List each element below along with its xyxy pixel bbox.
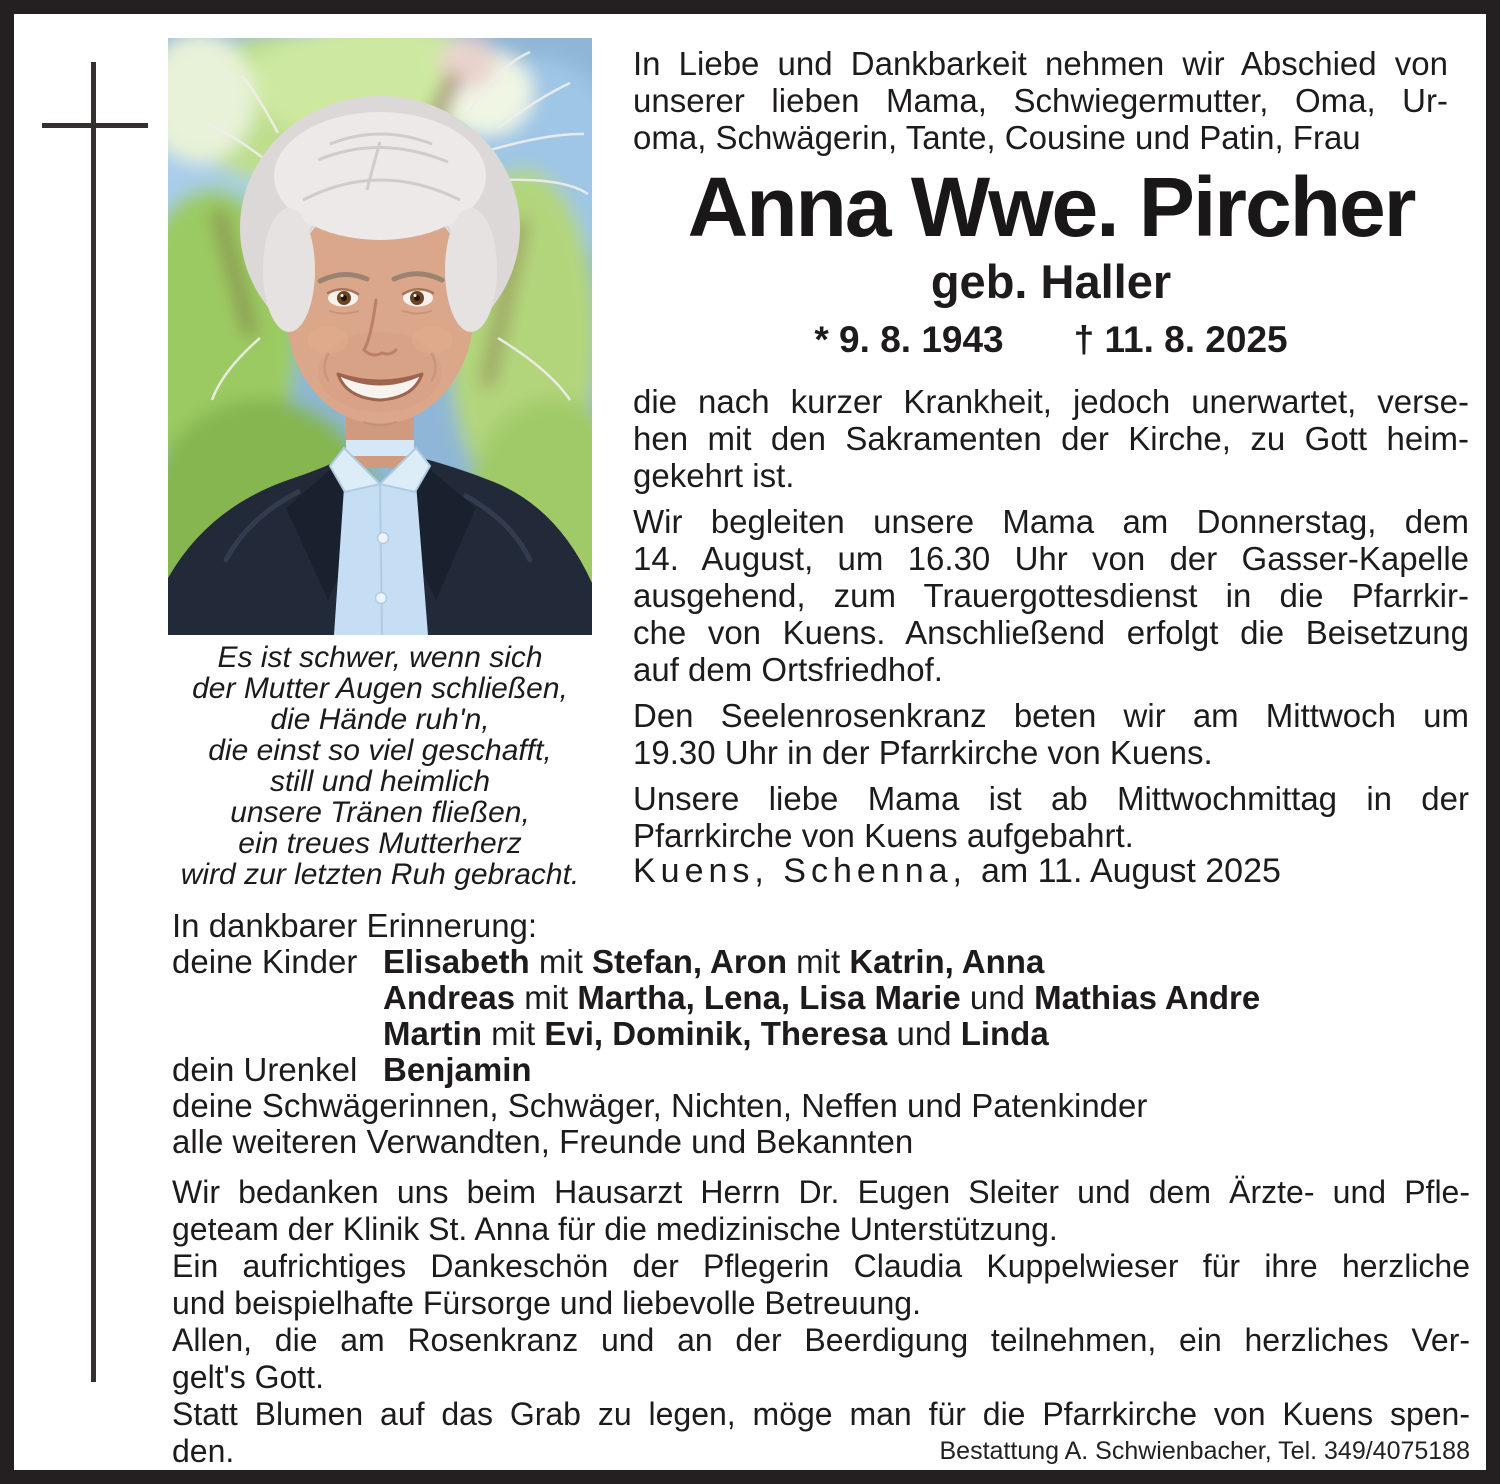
poem-line: still und heimlich [269,765,491,798]
others-line: alle weiteren Verwandten, Freunde und Bekannten [172,1123,914,1160]
announcement-line: oma, Schwägerin, Tante, Cousine und Patin, Frau [633,119,1361,156]
memorial-poem [100,642,660,890]
announcement-column [633,45,1469,915]
dateline-date: am 11. August 2025 [980,852,1281,890]
memorial-cross-icon [91,62,96,1382]
remembrance-section [172,908,1468,1160]
thanks-section [172,1174,1470,1470]
paragraph-line: ausgehend, zum Trauergottesdienst in die Pfarrkir- [633,577,1469,614]
birth-date: * 9. 8. 1943 [814,319,1004,360]
paragraph-line: gekehrt ist. [633,457,795,494]
poem-line: Es ist schwer, wenn sich [217,641,543,674]
portrait-photo [168,38,592,635]
thanks-line: den. [172,1433,235,1469]
life-dates [633,319,1469,361]
laying-out-paragraph [633,780,1469,854]
children-line: Andreas mit Martha, Lena, Lisa Marie und Mathias Andre [383,979,1261,1016]
paragraph-line: Unsere liebe Mama ist ab Mittwochmittag in der [633,780,1469,817]
paragraph-line: Wir begleiten unsere Mama am Donnerstag, dem [633,503,1469,540]
thanks-line: Wir bedanken uns beim Hausarzt Herrn Dr. Eugen Sleiter und dem Ärzte- und Pfle- [172,1174,1470,1210]
children-row [172,944,1468,1052]
poem-line: die Hände ruh'n, [270,703,490,736]
funeral-home-credit: Bestattung A. Schwienbacher, Tel. 349/4075188 [939,1437,1470,1465]
relatives-line: deine Schwägerinnen, Schwäger, Nichten, Neffen und Patenkinder [172,1087,1148,1124]
announcement-line: In Liebe und Dankbarkeit nehmen wir Abschied von [633,45,1448,82]
children-label: deine Kinder [172,943,358,980]
remembrance-title: In dankbarer Erinnerung: [172,907,538,944]
thanks-line: Allen, die am Rosenkranz und an der Beerdigung teilnehmen, ein herzliches Ver- [172,1322,1470,1358]
poem-line: unsere Tränen fließen, [230,796,530,829]
paragraph-line: die nach kurzer Krankheit, jedoch unerwartet, verse- [633,383,1469,420]
great-grandchild-name: Benjamin [383,1051,532,1088]
poem-line: ein treues Mutterherz [238,827,522,860]
paragraph-line: Pfarrkirche von Kuens aufgebahrt. [633,817,1134,854]
thanks-line: geteam der Klinik St. Anna für die medizinische Unterstützung. [172,1211,1058,1247]
paragraph-line: 19.30 Uhr in der Pfarrkirche von Kuens. [633,734,1213,771]
great-grandchild-row [172,1052,1468,1088]
death-paragraph [633,383,1469,494]
death-date: † 11. 8. 2025 [1073,319,1288,360]
dateline [633,851,1469,891]
paragraph-line: Den Seelenrosenkranz beten wir am Mittwoch um [633,697,1469,734]
rosary-paragraph [633,697,1469,771]
announcement-intro [633,45,1469,156]
maiden-name: geb. Haller [930,255,1172,308]
dateline-places: Kuens, Schenna, [633,852,967,890]
poem-line: wird zur letzten Ruh gebracht. [180,858,580,891]
thanks-line: Statt Blumen auf das Grab zu legen, möge man für die Pfarrkirche von Kuens spen- [172,1396,1470,1432]
memorial-cross-icon [42,123,148,128]
deceased-name: Anna Wwe. Pircher [687,160,1415,254]
paragraph-line: auf dem Ortsfriedhof. [633,651,943,688]
announcement-line: unserer lieben Mama, Schwiegermutter, Oma, Ur- [633,82,1448,119]
children-line: Elisabeth mit Stefan, Aron mit Katrin, Anna [383,943,1045,980]
thanks-line: Ein aufrichtiges Dankeschön der Pflegerin Claudia Kuppelwieser für ihre herzliche [172,1248,1470,1284]
poem-line: die einst so viel geschafft, [208,734,552,767]
paragraph-line: 14. August, um 16.30 Uhr von der Gasser-Kapelle [633,540,1469,577]
paragraph-line: che von Kuens. Anschließend erfolgt die Beisetzung [633,614,1469,651]
thanks-line: gelt's Gott. [172,1359,324,1395]
funeral-paragraph [633,503,1469,688]
paragraph-line: hen mit den Sakramenten der Kirche, zu Gott heim- [633,420,1469,457]
children-line: Martin mit Evi, Dominik, Theresa und Linda [383,1015,1049,1052]
thanks-line: und beispielhafte Fürsorge und liebevolle Betreuung. [172,1285,921,1321]
great-grandchild-label: dein Urenkel [172,1051,358,1088]
poem-line: der Mutter Augen schließen, [192,672,568,705]
